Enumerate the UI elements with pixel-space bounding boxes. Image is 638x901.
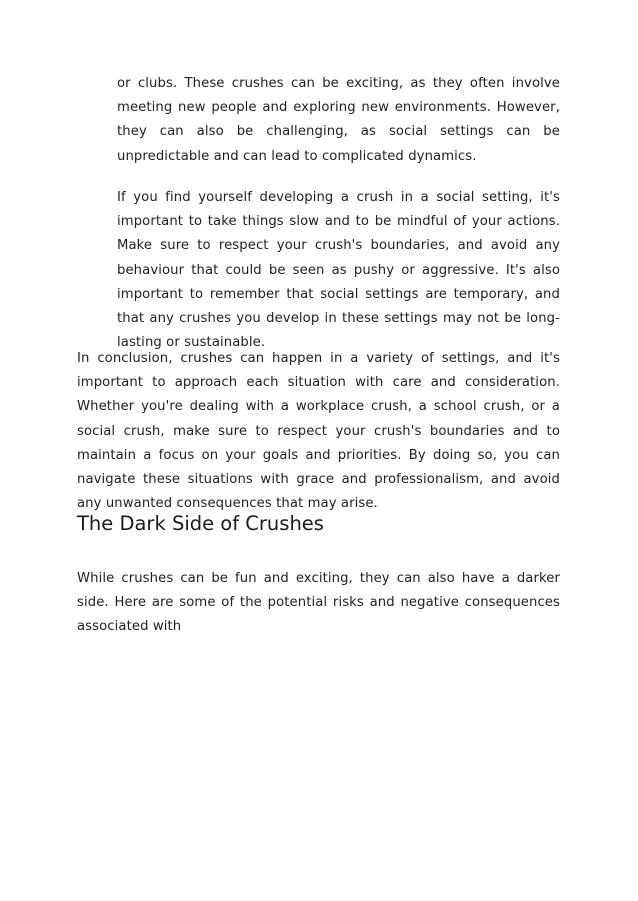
paragraph-social-crush-intro: or clubs. These crushes can be exciting, as they often involve meeting new people and exploring new environments. However, they can also be challenging, as social settings can be unpredictable and can lead to complicated dynamics. [117,76,560,164]
section-heading: The Dark Side of Crushes [77,512,324,535]
paragraph-social-crush-advice: If you find yourself developing a crush in a social setting, it's important to take things slow and to be mindful of your actions. Make sure to respect your crush's boundaries, and avoid any behaviour that could be seen as pushy or aggressive. It's also important to remember that social settings are temporary, and that any crushes you develop in these settings may not be long-lasting or sustainable. [117,190,560,351]
paragraph-conclusion: In conclusion, crushes can happen in a variety of settings, and it's important to approach each situation with care and consideration. Whether you're dealing with a workplace crush, a school crush, or a social crush, make sure to respect your crush's boundaries and to maintain a focus on your goals and priorities. By doing so, you can navigate these situations with grace and professionalism, and avoid any unwanted consequences that may arise. [77,351,560,512]
paragraph-dark-side-intro: While crushes can be fun and exciting, they can also have a darker side. Here are some of the potential risks and negative consequences associated with [77,571,560,635]
